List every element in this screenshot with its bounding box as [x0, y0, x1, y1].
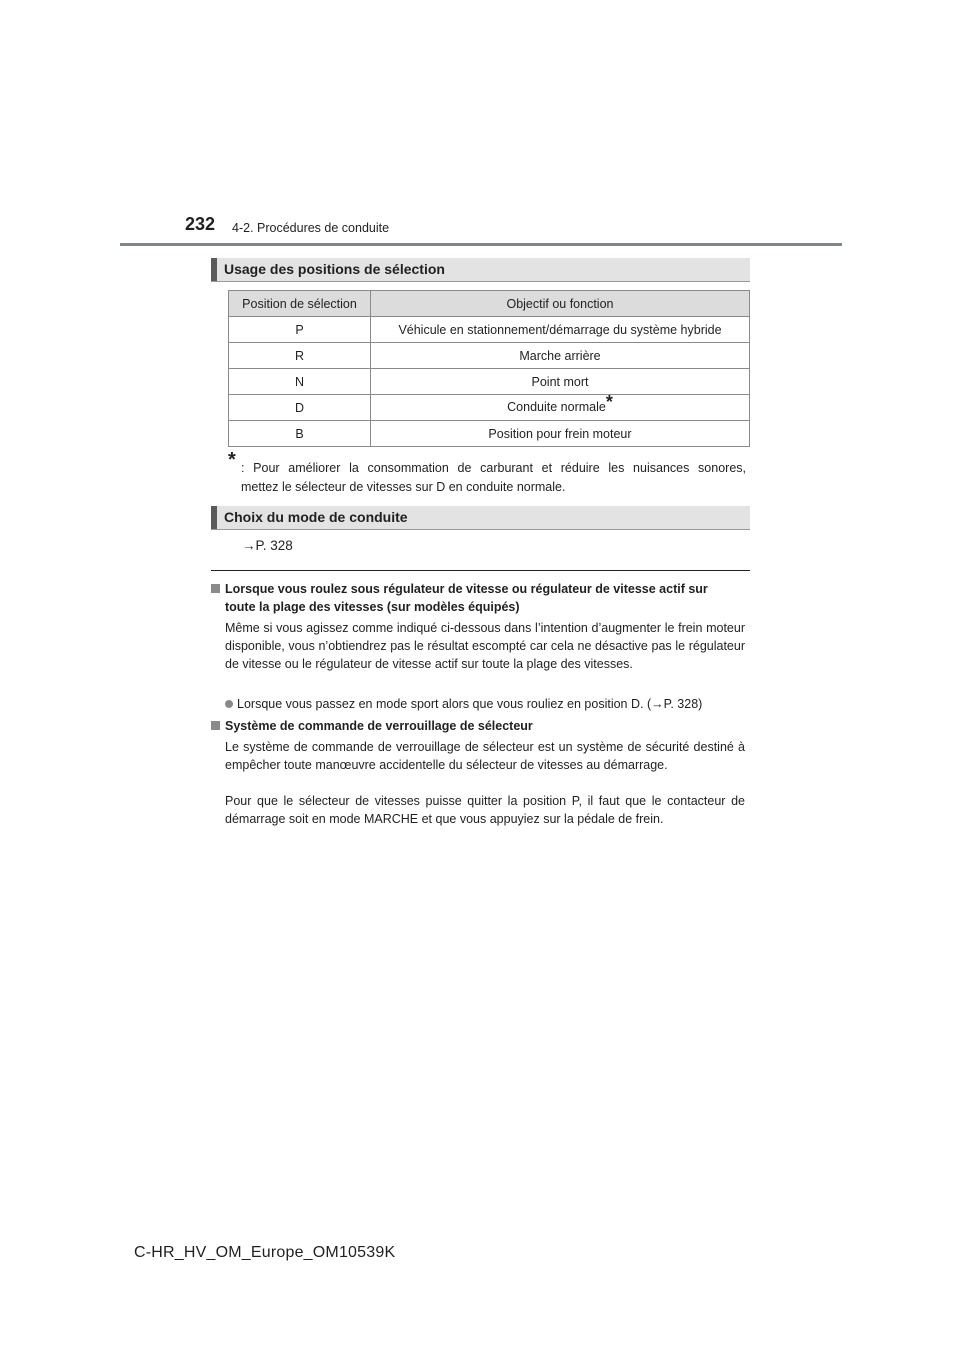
note-body-shift-lock-2: Pour que le sélecteur de vitesses puisse quitter la position P, il faut que le contacteur de démarrage soit en mode MARCHE et que vous appuyiez sur la pédale de frein. [225, 794, 745, 826]
note-heading-cruise-control [211, 580, 750, 616]
table-row [229, 395, 750, 421]
header-rule [120, 243, 842, 246]
section-title: Choix du mode de conduite [224, 509, 408, 525]
note-heading-line-2: toute la plage des vitesses (sur modèles équipés) [225, 600, 520, 614]
square-bullet-icon [211, 721, 220, 730]
footnote-asterisk: * [605, 392, 613, 413]
selection-positions-table [228, 290, 750, 447]
table-row [229, 421, 750, 447]
table-cell-position: D [229, 395, 371, 421]
table-header-row [229, 291, 750, 317]
table-header-cell: Objectif ou fonction [371, 291, 750, 317]
section-heading-drive-mode [211, 506, 750, 530]
table-row [229, 317, 750, 343]
footnote-line-1: : Pour améliorer la consommation de carburant et réduire les nuisances sonores, [241, 461, 746, 475]
note-bullet-text: Lorsque vous passez en mode sport alors que vous rouliez en position D. (→P. 328) [237, 697, 703, 711]
section-marker [211, 506, 217, 529]
note-body-shift-lock-1: Le système de commande de verrouillage de sélecteur est un système de sécurité destiné à empêcher toute manœuvre accidentelle du sélecteur de vitesses au démarrage. [225, 740, 745, 772]
square-bullet-icon [211, 584, 220, 593]
note-bullet-item [225, 695, 750, 713]
footnote-marker: * [228, 449, 236, 471]
note-heading-text: Lorsque vous roulez sous régulateur de vitesse ou régulateur de vitesse actif sur [225, 582, 708, 596]
table-row [229, 369, 750, 395]
table-cell-function: Position pour frein moteur [371, 421, 750, 447]
page-reference-link[interactable]: →P. 328 [242, 538, 293, 553]
note-heading-shift-lock [211, 717, 750, 735]
table-cell-function-text: Conduite normale [507, 400, 606, 415]
table-header-cell: Position de sélection [229, 291, 371, 317]
note-heading-text: Système de commande de verrouillage de sélecteur [225, 719, 533, 733]
table-cell-function: Marche arrière [371, 343, 750, 369]
note-heading-line-1 [211, 580, 750, 598]
notes-divider [211, 570, 750, 571]
table-cell-function [371, 392, 750, 421]
page-number: 232 [185, 214, 216, 234]
document-id: C-HR_HV_OM_Europe_OM10539K [134, 1244, 396, 1261]
footnote-line-2: mettez le sélecteur de vitesses sur D en conduite normale. [241, 480, 566, 494]
table-cell-position: B [229, 421, 371, 447]
table-row [229, 343, 750, 369]
round-bullet-icon [225, 700, 233, 708]
section-marker [211, 258, 217, 281]
chapter-title: 4-2. Procédures de conduite [232, 221, 390, 235]
table-cell-position: R [229, 343, 371, 369]
table-cell-function: Véhicule en stationnement/démarrage du système hybride [371, 317, 750, 343]
note-body-cruise-control: Même si vous agissez comme indiqué ci-dessous dans l’intention d’augmenter le frein moteur disponible, vous n’obtiendrez pas le résultat escompté car cela ne désactive pas le régulateur de vitesse ou le régulateur de vitesse actif sur toute la plage des vitesses. [225, 621, 745, 671]
table-cell-function: Point mort [371, 369, 750, 395]
section-title: Usage des positions de sélection [224, 261, 445, 277]
section-heading-selection-positions [211, 258, 750, 282]
table-cell-position: N [229, 369, 371, 395]
table-cell-position: P [229, 317, 371, 343]
